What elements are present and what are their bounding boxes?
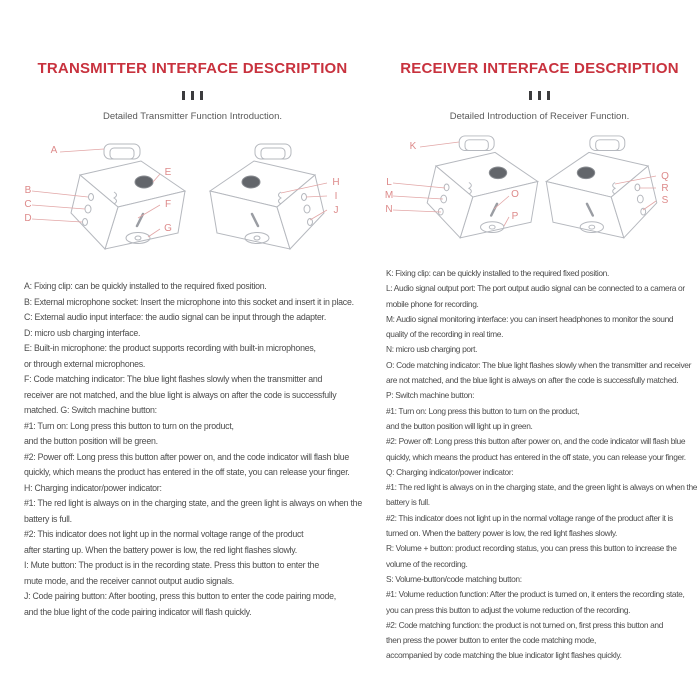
- divider-bar: [182, 91, 185, 100]
- diagram-label-O: O: [511, 189, 519, 200]
- transmitter-diagram: [20, 138, 365, 270]
- description-line: #1: Turn on: Long press this button to turn on the product,: [24, 420, 234, 431]
- description-line: are not matched, and the blue light is always on after the code is successfully matched.: [386, 375, 679, 386]
- diagram-label-P: P: [511, 211, 519, 222]
- diagram-label-N: N: [385, 204, 393, 215]
- diagram-label-J: J: [333, 205, 339, 216]
- description-line: I: Mute button: The product is in the recording state. Press this button to enter the: [24, 560, 319, 570]
- description-line: quality of the recording in real time.: [386, 329, 504, 340]
- description-line: receiver are not matched, and the blue light is always on after the code is successfully: [24, 389, 337, 400]
- diagram-label-B: B: [24, 185, 32, 196]
- description-line: R: Volume + button: product recording status, you can press this button to increase the: [386, 543, 677, 554]
- description-line: Q: Charging indicator/power indicator:: [386, 466, 514, 477]
- description-line: quickly, which means the product has entered in the off state, you can release your finger.: [386, 451, 686, 462]
- description-line: and the button position will light up in green.: [386, 420, 533, 431]
- diagram-label-I: I: [334, 191, 338, 202]
- description-line: #2: Power off: Long press this button after power on, and the code indicator will flash blue: [386, 436, 686, 447]
- description-line: and the button position will be green.: [24, 436, 158, 446]
- description-line: battery is full.: [24, 513, 72, 524]
- description-line: #2: Code matching function: the product is not turned on, first press this button and: [386, 619, 664, 630]
- description-line: #1: The red light is always on in the charging state, and the green light is always on when the: [386, 482, 698, 493]
- description-line: matched. G: Switch machine button:: [24, 405, 157, 415]
- diagram-label-D: D: [24, 213, 32, 224]
- description-line: you can press this button to adjust the volume reduction of the recording.: [386, 604, 631, 615]
- description-line: #1: Volume reduction function: After the product is turned on, it enters the recording state,: [386, 589, 685, 600]
- divider-bar: [529, 91, 532, 100]
- description-line: #2: This indicator does not light up in the normal voltage range of the product: [24, 529, 304, 539]
- receiver-subtitle: Detailed Introduction of Receiver Function.: [449, 111, 630, 122]
- diagram-label-A: A: [50, 145, 58, 156]
- transmitter-device-illustration: [20, 138, 365, 270]
- description-line: L: Audio signal output port: The port output audio signal can be connected to a camera or: [386, 283, 685, 294]
- description-line: volume of the recording.: [386, 558, 468, 569]
- description-line: battery is full.: [386, 497, 430, 508]
- transmitter-section: [20, 60, 365, 620]
- diagram-label-R: R: [661, 183, 669, 194]
- description-line: C: External audio input interface: the audio signal can be input through the adapter.: [24, 312, 327, 322]
- description-line: accompanied by code matching the blue indicator light flashes quickly.: [386, 650, 622, 661]
- description-line: D: micro usb charging interface.: [24, 327, 141, 338]
- description-line: K: Fixing clip: can be quickly installed to the required fixed position.: [386, 268, 609, 278]
- description-line: quickly, which means the product has entered in the off state, you can release your finger.: [24, 467, 350, 477]
- transmitter-description: [20, 279, 365, 620]
- description-line: P: Switch machine button:: [386, 390, 475, 401]
- description-line: M: Audio signal monitoring interface: you can insert headphones to monitor the sound: [386, 313, 674, 324]
- diagram-label-Q: Q: [661, 171, 669, 182]
- receiver-device-illustration: [383, 132, 696, 260]
- receiver-description: [383, 266, 696, 664]
- description-line: S: Volume-button/code matching button:: [386, 573, 522, 584]
- description-line: #2: Power off: Long press this button after power on, and the code indicator will flash blue: [24, 451, 350, 462]
- description-line: N: micro usb charging port.: [386, 344, 478, 355]
- diagram-label-H: H: [332, 177, 340, 188]
- diagram-label-G: G: [164, 223, 172, 234]
- section-divider-bars: [383, 91, 696, 100]
- receiver-title: RECEIVER INTERFACE DESCRIPTION: [400, 60, 679, 77]
- diagram-label-K: K: [409, 141, 417, 152]
- description-line: #2: This indicator does not light up in the normal voltage range of the product after it is: [386, 512, 673, 523]
- transmitter-title: TRANSMITTER INTERFACE DESCRIPTION: [37, 60, 348, 77]
- description-line: A: Fixing clip: can be quickly installed to the required fixed position.: [24, 281, 267, 291]
- divider-bar: [191, 91, 194, 100]
- description-line: mute mode, and the receiver cannot output audio signals.: [24, 575, 234, 586]
- description-line: J: Code pairing button: After booting, press this button to enter the code pairing mode,: [24, 591, 337, 601]
- diagram-label-S: S: [661, 195, 669, 206]
- description-line: F: Code matching indicator: The blue light flashes slowly when the transmitter and: [24, 374, 323, 384]
- divider-bar: [538, 91, 541, 100]
- description-line: after starting up. When the battery power is low, the red light flashes slowly.: [24, 544, 297, 555]
- diagram-label-L: L: [386, 177, 392, 188]
- diagram-label-F: F: [164, 199, 172, 210]
- description-line: #1: The red light is always on in the charging state, and the green light is always on when the: [24, 498, 362, 508]
- description-line: or through external microphones.: [24, 358, 146, 369]
- description-line: then press the power button to enter the code matching mode,: [386, 635, 596, 646]
- diagram-label-E: E: [164, 167, 172, 178]
- description-line: turned on. When the battery power is low, the red light flashes slowly.: [386, 528, 618, 539]
- description-line: and the blue light of the code pairing indicator will flash quickly.: [24, 606, 252, 617]
- description-line: mobile phone for recording.: [386, 298, 479, 309]
- receiver-diagram: [383, 132, 696, 260]
- diagram-label-M: M: [384, 190, 394, 201]
- description-line: O: Code matching indicator: The blue light flashes slowly when the transmitter and receiver: [386, 359, 692, 370]
- section-divider-bars: [20, 91, 365, 100]
- description-line: B: External microphone socket: Insert the microphone into this socket and insert it in place.: [24, 296, 354, 307]
- transmitter-subtitle: Detailed Transmitter Function Introduction.: [102, 111, 282, 122]
- receiver-section: [383, 60, 696, 664]
- divider-bar: [547, 91, 550, 100]
- description-line: H: Charging indicator/power indicator:: [24, 482, 162, 493]
- divider-bar: [200, 91, 203, 100]
- diagram-label-C: C: [24, 199, 32, 210]
- description-line: #1: Turn on: Long press this button to turn on the product,: [386, 405, 580, 416]
- description-line: E: Built-in microphone: the product supports recording with built-in microphones,: [24, 343, 316, 353]
